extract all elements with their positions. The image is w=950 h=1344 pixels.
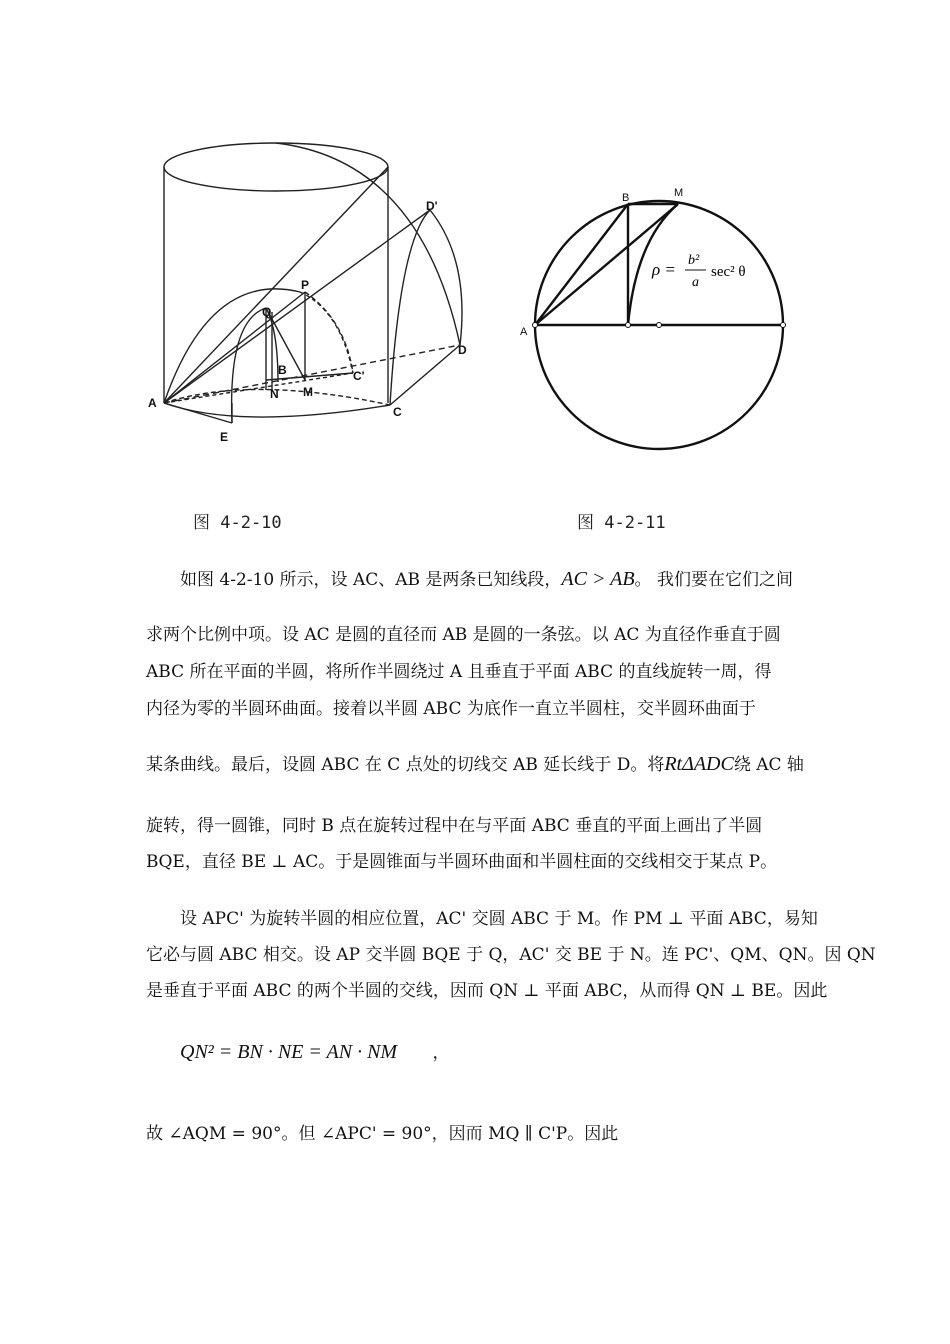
figure-4-2-11 — [515, 180, 800, 465]
label-A: A — [520, 326, 528, 338]
paragraph-1-line-4: 内径为零的半圆环曲面。接着以半圆 ABC 为底作一直立半圆柱，交半圆环曲面于 — [146, 699, 756, 719]
paragraph-1-line-5 — [146, 748, 816, 781]
text-segment: 如图 4-2-10 所示，设 AC、AB 是两条已知线段， — [180, 570, 562, 590]
label-B: B — [278, 363, 287, 377]
label-D: D — [458, 343, 467, 357]
label-A: A — [148, 396, 157, 410]
label-N: N — [270, 387, 279, 401]
paragraph-1-line-1 — [180, 563, 850, 596]
equation-comma: ， — [432, 1043, 450, 1063]
label-P: P — [301, 278, 310, 292]
caption-figure-4-2-11: 图 4-2-11 — [577, 513, 666, 533]
text-segment: 。 我们要在它们之间 — [634, 570, 793, 590]
paragraph-1-line-2: 求两个比例中项。设 AC 是圆的直径而 AB 是圆的一条弦。以 AC 为直径作垂直于圆 — [146, 625, 781, 645]
text-segment: 某条曲线。最后，设圆 ABC 在 C 点处的切线交 AB 延长线于 D。将 — [146, 755, 665, 775]
label-M: M — [303, 385, 313, 399]
triangle-math: RtΔADC — [664, 753, 734, 775]
label-C: C — [393, 405, 402, 419]
text-segment: 绕 AC 轴 — [733, 755, 804, 775]
figure-4-2-11-diagram — [515, 180, 800, 465]
paragraph-2-line-2: 它必与圆 ABC 相交。设 AP 交半圆 BQE 于 Q，AC' 交 BE 于 N。连 PC'、QM、QN。因 QN — [146, 945, 876, 965]
equation: QN² = BN · NE = AN · NM — [180, 1041, 398, 1063]
paragraph-3-line-1: 故 ∠AQM = 90°。但 ∠APC' = 90°，因而 MQ ∥ C'P。因此 — [146, 1124, 619, 1144]
label-M: M — [674, 187, 684, 199]
paragraph-1-line-3: ABC 所在平面的半圆，将所作半圆绕过 A 且垂直于平面 ABC 的直线旋转一周，得 — [146, 662, 772, 682]
label-Cprime: C' — [353, 369, 365, 383]
paragraph-1-line-6: 旋转，得一圆锥，同时 B 点在旋转过程中在与平面 ABC 垂直的平面上画出了半圆 — [146, 816, 763, 836]
caption-figure-4-2-10: 图 4-2-10 — [193, 513, 282, 533]
figure-4-2-10-diagram — [140, 135, 480, 455]
label-Dprime: D' — [426, 199, 438, 213]
formula-denominator: a — [692, 275, 699, 290]
figure-4-2-10 — [140, 135, 480, 455]
equation-line — [180, 1036, 850, 1069]
paragraph-2-line-3: 是垂直于平面 ABC 的两个半圆的交线，因而 QN ⊥ 平面 ABC，从而得 QN ⊥ BE。因此 — [146, 981, 828, 1001]
inequality-math: AC > AB — [561, 568, 635, 590]
paragraph-1-line-7: BQE，直径 BE ⊥ AC。于是圆锥面与半圆环曲面和半圆柱面的交线相交于某点 P。 — [146, 852, 778, 872]
label-Q: Q — [262, 305, 272, 319]
paragraph-2-line-1: 设 APC' 为旋转半圆的相应位置，AC' 交圆 ABC 于 M。作 PM ⊥ 平面 ABC，易知 — [180, 909, 818, 929]
formula-rhs: sec² θ — [711, 264, 746, 280]
formula-lhs: ρ = — [652, 260, 676, 279]
label-B: B — [622, 192, 630, 204]
label-E: E — [220, 430, 229, 444]
formula-numerator: b² — [688, 253, 700, 268]
